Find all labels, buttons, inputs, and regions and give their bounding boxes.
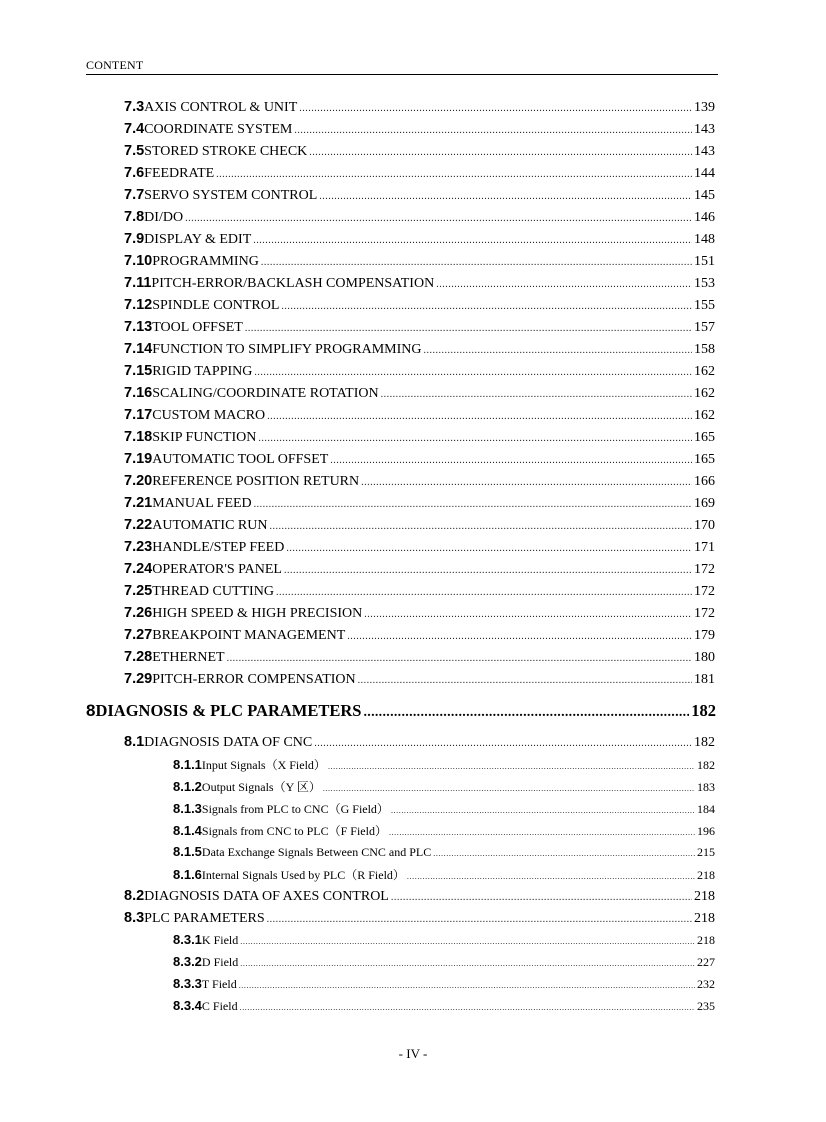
toc-entry[interactable] <box>173 822 715 844</box>
toc-entry-title: Input Signals（X Field） <box>201 758 326 772</box>
toc-dot-leader <box>328 762 695 771</box>
toc-entry-page: 143 <box>694 122 715 137</box>
toc-dot-leader <box>436 279 692 290</box>
toc-dot-leader <box>330 455 692 466</box>
toc-entry-number: 8 <box>86 701 96 720</box>
toc-entry[interactable] <box>124 888 715 910</box>
toc-entry-number: 8.3.1 <box>173 932 202 947</box>
toc-entry-page: 232 <box>697 977 715 991</box>
page-header-title: CONTENT <box>86 58 144 72</box>
toc-dot-leader <box>258 433 692 444</box>
toc-entry[interactable] <box>124 209 715 231</box>
toc-entry-number: 7.18 <box>124 429 153 445</box>
toc-entry-title: REFERENCE POSITION RETURN <box>152 474 360 489</box>
toc-entry-title: STORED STROKE CHECK <box>144 144 308 159</box>
toc-entry-number: 7.16 <box>124 385 153 401</box>
toc-entry-number: 7.21 <box>124 495 153 511</box>
toc-entry-page: 182 <box>697 758 715 772</box>
toc-entry-page: 157 <box>694 320 715 335</box>
toc-entry-page: 148 <box>694 232 715 247</box>
toc-entry-page: 162 <box>694 386 715 401</box>
toc-entry[interactable] <box>124 495 715 517</box>
toc-entry-number: 8.1.2 <box>173 779 202 794</box>
toc-dot-leader <box>281 301 692 312</box>
toc-entry[interactable] <box>173 844 715 866</box>
toc-dot-leader <box>254 499 692 510</box>
toc-entry-title: FEEDRATE <box>144 166 215 181</box>
toc-entry[interactable] <box>173 976 715 998</box>
toc-entry-number: 7.5 <box>124 143 145 159</box>
toc-entry-title: AUTOMATIC TOOL OFFSET <box>152 452 329 467</box>
toc-entry-number: 7.12 <box>124 297 153 313</box>
toc-entry-title: DIAGNOSIS DATA OF AXES CONTROL <box>144 889 389 904</box>
toc-entry[interactable] <box>124 910 715 932</box>
toc-entry-number: 7.29 <box>124 671 153 687</box>
header-divider <box>86 74 718 75</box>
toc-entry-page: 182 <box>691 701 716 720</box>
toc-entry-number: 7.14 <box>124 341 153 357</box>
toc-entry-title: DI/DO <box>144 210 184 225</box>
toc-dot-leader <box>227 653 692 664</box>
toc-dot-leader <box>261 257 692 268</box>
toc-entry-number: 8.1.5 <box>173 844 202 859</box>
toc-entry-number: 7.7 <box>124 187 145 203</box>
toc-entry[interactable] <box>124 385 715 407</box>
toc-entry-page: 184 <box>697 802 715 816</box>
toc-dot-leader <box>216 169 692 180</box>
toc-entry-page: 155 <box>694 298 715 313</box>
toc-entry-number: 7.11 <box>124 275 152 291</box>
toc-entry-page: 179 <box>694 628 715 643</box>
toc-entry[interactable] <box>124 407 715 429</box>
toc-entry-number: 7.24 <box>124 561 153 577</box>
toc-entry[interactable] <box>173 800 715 822</box>
toc-entry-page: 169 <box>694 496 715 511</box>
toc-entry-title: THREAD CUTTING <box>152 584 274 599</box>
toc-dot-leader <box>299 103 692 114</box>
toc-dot-leader <box>358 675 692 686</box>
toc-entry-page: 139 <box>694 100 715 115</box>
toc-dot-leader <box>309 147 692 158</box>
toc-entry-title: Internal Signals Used by PLC（R Field） <box>201 868 405 882</box>
toc-entry-title: RIGID TAPPING <box>152 364 253 379</box>
toc-entry-page: 162 <box>694 364 715 379</box>
toc-entry[interactable] <box>124 121 715 143</box>
toc-entry[interactable] <box>124 253 715 275</box>
toc-entry-title: Output Signals（Y 区） <box>201 780 321 794</box>
toc-entry-page: 181 <box>694 672 715 687</box>
toc-dot-leader <box>284 565 692 576</box>
toc-entry-number: 8.1.6 <box>173 867 202 882</box>
page-number: - IV - <box>398 1046 428 1061</box>
toc-entry-title: PITCH-ERROR COMPENSATION <box>152 672 356 687</box>
toc-entry[interactable] <box>173 756 715 778</box>
toc-entry-title: Signals from CNC to PLC（F Field） <box>201 824 387 838</box>
toc-entry-title: DISPLAY & EDIT <box>144 232 252 247</box>
toc-entry-title: CUSTOM MACRO <box>152 408 266 423</box>
toc-entry-page: 165 <box>694 452 715 467</box>
toc-entry[interactable] <box>173 778 715 800</box>
toc-dot-leader <box>240 959 695 968</box>
toc-dot-leader <box>240 937 695 946</box>
toc-entry[interactable] <box>124 187 715 209</box>
toc-entry-number: 7.4 <box>124 121 145 137</box>
toc-dot-leader <box>267 411 692 422</box>
toc-dot-leader <box>286 543 692 554</box>
toc-entry-page: 153 <box>694 276 715 291</box>
toc-dot-leader <box>245 323 692 334</box>
toc-entry-number: 8.1.1 <box>173 757 202 772</box>
toc-entry-title: SERVO SYSTEM CONTROL <box>144 188 318 203</box>
toc-entry-title: Data Exchange Signals Between CNC and PLC <box>201 845 432 859</box>
toc-entry-title: C Field <box>201 999 238 1013</box>
toc-dot-leader <box>389 828 695 837</box>
toc-entry[interactable] <box>124 99 715 121</box>
toc-entry-title: AUTOMATIC RUN <box>152 518 268 533</box>
toc-entry[interactable] <box>124 363 715 385</box>
toc-entry-title: TOOL OFFSET <box>152 320 243 335</box>
toc-entry-number: 8.1 <box>124 734 145 750</box>
toc-dot-leader <box>364 609 692 620</box>
toc-entry-page: 171 <box>694 540 715 555</box>
toc-dot-leader <box>276 587 692 598</box>
toc-dot-leader <box>381 389 692 400</box>
toc-dot-leader <box>319 191 692 202</box>
toc-entry-number: 7.27 <box>124 627 153 643</box>
toc-dot-leader <box>391 892 692 903</box>
toc-entry[interactable] <box>124 341 715 363</box>
toc-dot-leader <box>240 1003 695 1012</box>
toc-entry-page: 196 <box>697 824 715 838</box>
toc-entry[interactable] <box>124 583 715 605</box>
toc-entry[interactable] <box>124 539 715 561</box>
toc-entry-number: 8.2 <box>124 888 145 904</box>
toc-dot-leader <box>253 235 692 246</box>
toc-entry-number: 7.9 <box>124 231 145 247</box>
toc-entry-title: MANUAL FEED <box>152 496 252 511</box>
toc-entry-page: 151 <box>694 254 715 269</box>
toc-entry-number: 7.20 <box>124 473 153 489</box>
toc-entry[interactable] <box>124 143 715 165</box>
toc-dot-leader <box>314 738 692 749</box>
toc-entry-page: 144 <box>694 166 715 181</box>
toc-entry-number: 7.13 <box>124 319 153 335</box>
toc-entry[interactable] <box>124 451 715 473</box>
toc-entry[interactable] <box>124 319 715 341</box>
toc-entry-number: 8.3.3 <box>173 976 202 991</box>
toc-dot-leader <box>407 872 695 881</box>
toc-entry[interactable] <box>124 627 715 649</box>
toc-entry-number: 7.8 <box>124 209 145 225</box>
toc-entry-number: 7.28 <box>124 649 153 665</box>
toc-entry-number: 7.26 <box>124 605 153 621</box>
toc-entry-title: HIGH SPEED & HIGH PRECISION <box>152 606 363 621</box>
toc-entry-number: 7.10 <box>124 253 153 269</box>
toc-dot-leader <box>239 981 695 990</box>
toc-entry-number: 8.1.4 <box>173 823 202 838</box>
toc-entry[interactable] <box>124 231 715 253</box>
toc-entry[interactable] <box>173 866 715 888</box>
toc-entry-page: 172 <box>694 606 715 621</box>
toc-entry-number: 7.3 <box>124 99 145 115</box>
toc-entry-number: 7.19 <box>124 451 153 467</box>
toc-entry-page: 170 <box>694 518 715 533</box>
toc-entry-title: K Field <box>201 933 239 947</box>
toc-entry-page: 215 <box>697 845 715 859</box>
toc-entry-number: 7.25 <box>124 583 153 599</box>
toc-entry-title: DIAGNOSIS DATA OF CNC <box>144 735 313 750</box>
toc-entry[interactable] <box>124 297 715 319</box>
toc-dot-leader <box>363 705 689 721</box>
toc-entry-title: PLC PARAMETERS <box>144 911 265 926</box>
toc-entry[interactable] <box>124 561 715 583</box>
toc-entry[interactable] <box>124 671 715 693</box>
toc-entry-page: 166 <box>694 474 715 489</box>
toc-entry-number: 7.15 <box>124 363 153 379</box>
toc-chapter-entry[interactable] <box>86 701 716 729</box>
toc-entry-title: BREAKPOINT MANAGEMENT <box>152 628 346 643</box>
toc-entry[interactable] <box>124 517 715 539</box>
toc-entry[interactable] <box>124 605 715 627</box>
toc-entry-page: 172 <box>694 562 715 577</box>
toc-entry-number: 7.17 <box>124 407 153 423</box>
toc-dot-leader <box>269 521 692 532</box>
toc-dot-leader <box>347 631 692 642</box>
toc-entry-page: 227 <box>697 955 715 969</box>
toc-entry-title: Signals from PLC to CNC（G Field） <box>201 802 389 816</box>
toc-entry-title: AXIS CONTROL & UNIT <box>144 100 298 115</box>
toc-entry-number: 7.23 <box>124 539 153 555</box>
toc-entry-title: DIAGNOSIS & PLC PARAMETERS <box>95 701 362 720</box>
toc-entry-number: 7.6 <box>124 165 145 181</box>
toc-entry-number: 8.1.3 <box>173 801 202 816</box>
toc-dot-leader <box>267 914 692 925</box>
toc-dot-leader <box>424 345 692 356</box>
toc-dot-leader <box>361 477 692 488</box>
toc-entry-page: 172 <box>694 584 715 599</box>
toc-dot-leader <box>391 806 695 815</box>
toc-entry-title: COORDINATE SYSTEM <box>144 122 293 137</box>
toc-entry-page: 162 <box>694 408 715 423</box>
toc-dot-leader <box>294 125 692 136</box>
toc-entry-title: HANDLE/STEP FEED <box>152 540 285 555</box>
toc-entry[interactable] <box>124 649 715 671</box>
toc-entry-page: 235 <box>697 999 715 1013</box>
toc-entry[interactable] <box>124 473 715 495</box>
toc-entry-page: 146 <box>694 210 715 225</box>
toc-entry-title: SCALING/COORDINATE ROTATION <box>152 386 379 401</box>
toc-entry-title: D Field <box>201 955 239 969</box>
toc-entry-title: PITCH-ERROR/BACKLASH COMPENSATION <box>151 276 435 291</box>
toc-entry-page: 218 <box>694 911 715 926</box>
toc-entry[interactable] <box>124 275 715 297</box>
toc-dot-leader <box>254 367 692 378</box>
toc-entry-page: 218 <box>694 889 715 904</box>
toc-entry-number: 8.3 <box>124 910 145 926</box>
toc-entry-page: 182 <box>694 735 715 750</box>
toc-entry-number: 7.22 <box>124 517 153 533</box>
toc-entry-page: 218 <box>697 868 715 882</box>
toc-entry-title: SKIP FUNCTION <box>152 430 257 445</box>
toc-entry-title: ETHERNET <box>152 650 225 665</box>
toc-dot-leader <box>323 784 695 793</box>
toc-entry[interactable] <box>173 998 715 1020</box>
toc-entry[interactable] <box>173 932 715 954</box>
toc-entry[interactable] <box>124 429 715 451</box>
toc-entry-page: 158 <box>694 342 715 357</box>
toc-entry[interactable] <box>124 165 715 187</box>
toc-entry[interactable] <box>173 954 715 976</box>
toc-entry-title: FUNCTION TO SIMPLIFY PROGRAMMING <box>152 342 422 357</box>
toc-dot-leader <box>433 849 695 858</box>
toc-entry-title: PROGRAMMING <box>152 254 259 269</box>
toc-entry-page: 183 <box>697 780 715 794</box>
toc-entry-page: 145 <box>694 188 715 203</box>
toc-entry-number: 8.3.2 <box>173 954 202 969</box>
toc-entry-title: SPINDLE CONTROL <box>152 298 280 313</box>
toc-entry-title: OPERATOR'S PANEL <box>152 562 282 577</box>
toc-entry-page: 218 <box>697 933 715 947</box>
toc-entry-title: T Field <box>201 977 237 991</box>
toc-entry-page: 143 <box>694 144 715 159</box>
toc-entry-page: 165 <box>694 430 715 445</box>
toc-entry-page: 180 <box>694 650 715 665</box>
toc-dot-leader <box>185 213 692 224</box>
toc-entry-number: 8.3.4 <box>173 998 202 1013</box>
toc-entry[interactable] <box>124 734 715 756</box>
